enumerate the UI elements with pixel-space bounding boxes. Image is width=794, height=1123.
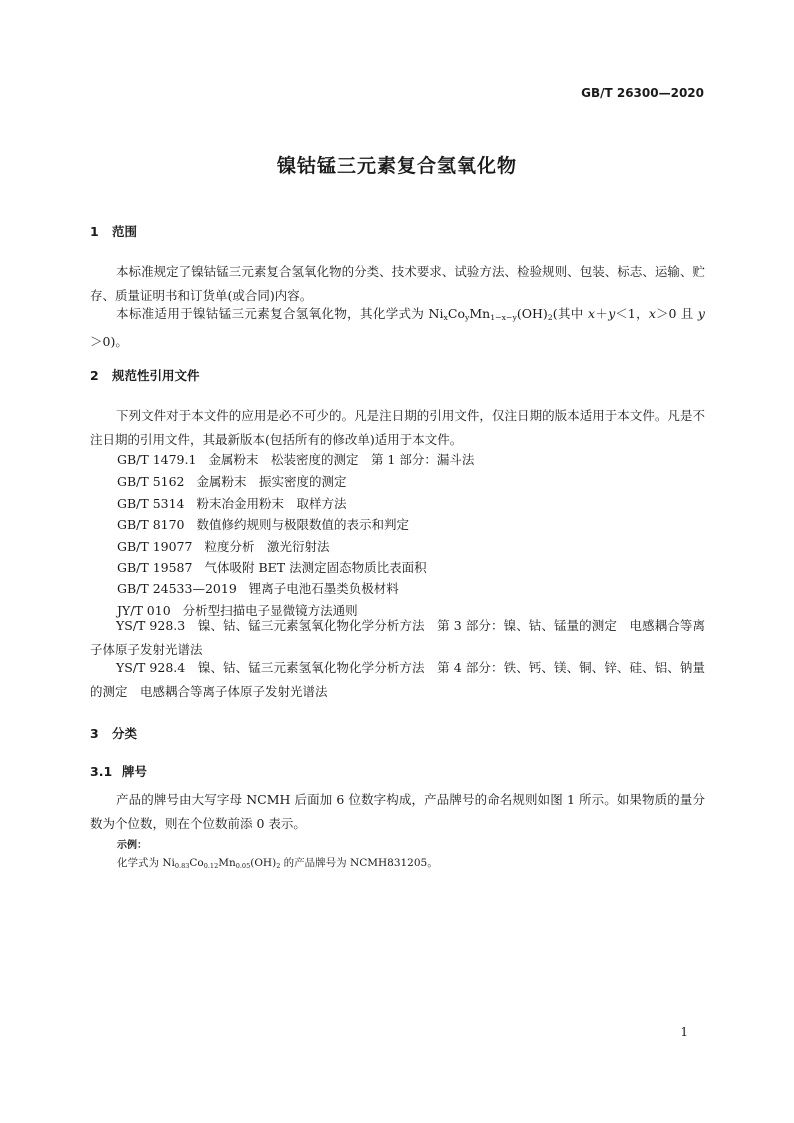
- section-title: 分类: [112, 726, 138, 741]
- document-title: 镍钴锰三元素复合氢氧化物: [276, 155, 517, 177]
- example-label: 示例：: [117, 840, 147, 851]
- reference-code: JY/T 010: [117, 603, 171, 618]
- reference-item: [90, 656, 705, 704]
- references-intro: 下列文件对于本文件的应用是必不可少的。凡是注日期的引用文件，仅注日期的版本适用于本文件。凡是不注日期的引用文件，其最新版本(包括所有的修改单)适用于本文件。: [90, 408, 705, 447]
- reference-code: GB/T 24533—2019: [117, 581, 237, 596]
- reference-item: [117, 579, 399, 597]
- page-number: 1: [680, 1025, 688, 1039]
- section-title: 牌号: [122, 764, 148, 779]
- section-number: 3.1: [90, 764, 113, 779]
- reference-item: [117, 537, 329, 555]
- section-title: 规范性引用文件: [112, 368, 200, 383]
- reference-code: YS/T 928.4: [116, 660, 186, 675]
- reference-code: GB/T 5162: [117, 474, 185, 489]
- scope-paragraph: 本标准规定了镍钴锰三元素复合氢氧化物的分类、技术要求、试验方法、检验规则、包装、标志、运输、贮存、质量证明书和订货单(或合同)内容。: [90, 264, 705, 303]
- reference-item: [117, 494, 347, 512]
- reference-code: GB/T 1479.1: [117, 452, 197, 467]
- reference-item: [117, 515, 409, 533]
- subsection-3-1-heading: [90, 762, 147, 780]
- section-number: 3: [90, 726, 99, 741]
- reference-item: [117, 472, 347, 490]
- grade-paragraph: 产品的牌号由大写字母 NCMH 后面加 6 位数字构成，产品牌号的命名规则如图 1 所示。如果物质的量分数为个位数，则在个位数前添 0 表示。: [90, 792, 705, 831]
- reference-title: 粉末冶金用粉末 取样方法: [196, 496, 347, 511]
- reference-item: [90, 614, 705, 662]
- scope-formula-paragraph: 本标准适用于镍钴锰三元素复合氢氧化物，其化学式为 $Ni_xCo_yMn_{1-x-y}(OH)_2$(其中 x＋y＜1，x＞0 且 y＞0)。: [90, 306, 705, 349]
- section-2-heading: [90, 366, 200, 384]
- reference-code: GB/T 8170: [117, 517, 185, 532]
- section-1-heading: [90, 222, 137, 240]
- reference-code: YS/T 928.3: [116, 618, 186, 633]
- reference-title: 气体吸附 BET 法测定固态物质比表面积: [204, 560, 427, 575]
- section-3-heading: [90, 724, 137, 742]
- reference-title: 金属粉末 松装密度的测定 第 1 部分：漏斗法: [208, 452, 475, 467]
- section-number: 1: [90, 224, 99, 239]
- reference-code: GB/T 19077: [117, 539, 193, 554]
- section-number: 2: [90, 368, 99, 383]
- section-title: 范围: [112, 224, 138, 239]
- reference-title: 粒度分析 激光衍射法: [204, 539, 330, 554]
- reference-code: GB/T 5314: [117, 496, 185, 511]
- reference-title: 镍、钴、锰三元素氢氧化物化学分析方法 第 4 部分：铁、钙、镁、铜、锌、硅、铝、钠量的测定 电感耦合等离子体原子发射光谱法: [90, 660, 705, 699]
- reference-item: [117, 558, 427, 576]
- reference-code: GB/T 19587: [117, 560, 193, 575]
- reference-title: 金属粉末 振实密度的测定: [196, 474, 347, 489]
- reference-item: [117, 450, 474, 468]
- example-text: 化学式为 $Ni_{0.83}Co_{0.12}Mn_{0.05}(OH)_2$ 的产品牌号为 NCMH831205。: [117, 857, 438, 870]
- standard-code: GB/T 26300—2020: [581, 86, 704, 100]
- reference-title: 镍、钴、锰三元素氢氧化物化学分析方法 第 3 部分：镍、钴、锰量的测定 电感耦合等离子体原子发射光谱法: [90, 618, 705, 657]
- reference-title: 分析型扫描电子显微镜方法通则: [182, 603, 358, 618]
- reference-title: 锂离子电池石墨类负极材料: [248, 581, 399, 596]
- reference-title: 数值修约规则与极限数值的表示和判定: [196, 517, 410, 532]
